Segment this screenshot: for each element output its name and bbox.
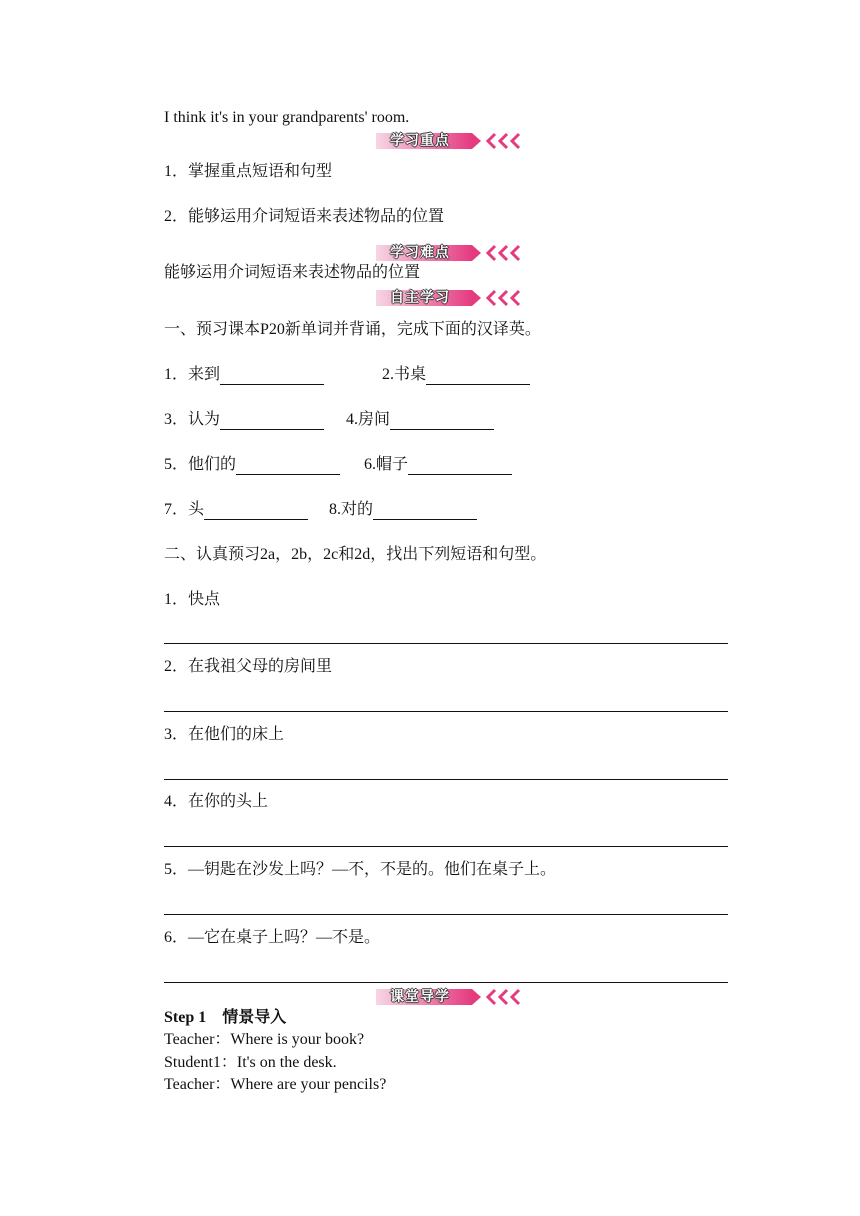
vocab-prompt: 3．认为 [164, 411, 221, 428]
chevrons-icon [484, 288, 524, 308]
difficulty-text: 能够运用介词短语来表述物品的位置 [164, 264, 421, 281]
vocab-item [364, 455, 512, 475]
answer-line[interactable] [164, 779, 728, 780]
answer-blank[interactable] [220, 413, 324, 430]
phrase-item: 1．快点 [164, 591, 221, 608]
part1-instruction: 一、预习课本P20新单词并背诵，完成下面的汉译英。 [164, 321, 541, 338]
answer-blank[interactable] [220, 368, 324, 385]
vocab-item [329, 500, 477, 520]
answer-line[interactable] [164, 643, 728, 644]
answer-blank[interactable] [408, 458, 512, 475]
intro-sentence: I think it's in your grandparents' room. [164, 109, 410, 126]
chevrons-icon [484, 987, 524, 1007]
phrase-item: 6．—它在桌子上吗？—不是。 [164, 929, 381, 946]
banner-label: 课堂导学 [390, 989, 450, 1005]
section-banner-self-study [376, 288, 526, 308]
dialogue-line: Student1：It's on the desk. [164, 1054, 337, 1071]
phrase-item: 2．在我祖父母的房间里 [164, 658, 333, 675]
answer-line[interactable] [164, 711, 728, 712]
phrase-item: 5．—钥匙在沙发上吗？—不，不是的。他们在桌子上。 [164, 861, 557, 878]
banner-label: 自主学习 [390, 290, 450, 306]
vocab-item [346, 410, 494, 430]
focus-item: 2．能够运用介词短语来表述物品的位置 [164, 208, 445, 225]
vocab-prompt: 6.帽子 [364, 456, 409, 473]
vocab-prompt: 5．他们的 [164, 456, 237, 473]
answer-line[interactable] [164, 982, 728, 983]
answer-blank[interactable] [204, 503, 308, 520]
chevrons-icon [484, 243, 524, 263]
focus-item: 1．掌握重点短语和句型 [164, 163, 333, 180]
phrase-item: 4．在你的头上 [164, 793, 269, 810]
section-banner-focus [376, 131, 526, 151]
chevrons-icon [484, 131, 524, 151]
dialogue-line: Teacher：Where is your book? [164, 1031, 365, 1048]
vocab-item [382, 365, 530, 385]
vocab-item [164, 410, 324, 430]
answer-blank[interactable] [390, 413, 494, 430]
vocab-prompt: 7．头 [164, 501, 205, 518]
vocab-prompt: 8.对的 [329, 501, 374, 518]
banner-label: 学习重点 [390, 133, 450, 149]
answer-blank[interactable] [373, 503, 477, 520]
answer-blank[interactable] [426, 368, 530, 385]
part2-instruction: 二、认真预习2a，2b，2c和2d，找出下列短语和句型。 [164, 546, 547, 563]
vocab-prompt: 2.书桌 [382, 366, 427, 383]
phrase-item: 3．在他们的床上 [164, 726, 285, 743]
vocab-prompt: 1．来到 [164, 366, 221, 383]
vocab-prompt: 4.房间 [346, 411, 391, 428]
answer-line[interactable] [164, 846, 728, 847]
section-banner-class-guide [376, 987, 526, 1007]
vocab-item [164, 365, 324, 385]
section-banner-difficulty [376, 243, 526, 263]
banner-label: 学习难点 [390, 245, 450, 261]
answer-blank[interactable] [236, 458, 340, 475]
answer-line[interactable] [164, 914, 728, 915]
dialogue-line: Teacher：Where are your pencils? [164, 1076, 387, 1093]
vocab-item [164, 455, 340, 475]
vocab-item [164, 500, 308, 520]
step-title: Step 1 情景导入 [164, 1009, 287, 1026]
